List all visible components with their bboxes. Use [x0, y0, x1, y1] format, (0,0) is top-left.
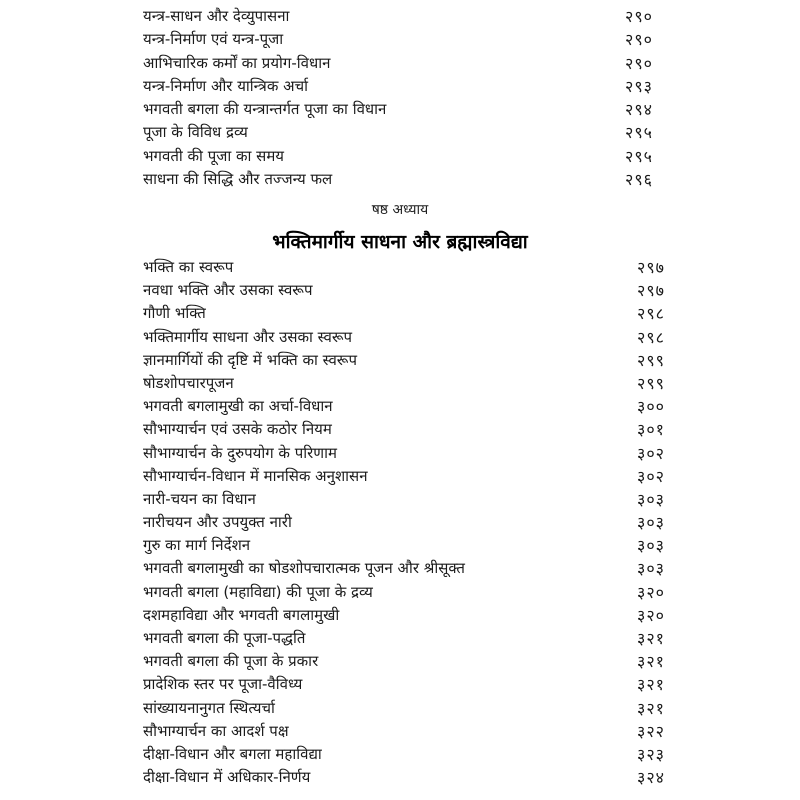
toc-entry-page: २९७: [637, 258, 665, 277]
toc-entry: [143, 511, 665, 534]
toc-entry: [143, 168, 653, 191]
toc-entry-title: भगवती बगला (महाविद्या) की पूजा के द्रव्य: [143, 582, 373, 601]
toc-entry: [143, 121, 653, 144]
toc-entry: [143, 98, 653, 121]
toc-entry-page: २९४: [625, 100, 653, 120]
toc-entry-title: पूजा के विविध द्रव्य: [143, 123, 248, 142]
toc-entry-page: २९९: [637, 373, 665, 393]
toc-entry: [143, 650, 665, 673]
toc-entry: [143, 279, 665, 302]
toc-list-chapter-six: [143, 256, 665, 789]
toc-entry-title: यन्त्र-निर्माण और यान्त्रिक अर्चा: [143, 76, 308, 95]
toc-entry-title: प्रादेशिक स्तर पर पूजा-वैविध्य: [143, 675, 303, 694]
toc-entry: [143, 720, 665, 743]
toc-entry-title: षोडशोपचारपूजन: [143, 373, 234, 392]
toc-entry-page: ३२०: [637, 582, 665, 602]
toc-list-previous-chapter: [143, 5, 653, 191]
toc-entry-page: २९०: [625, 30, 653, 50]
toc-entry-title: गुरु का मार्ग निर्देशन: [143, 536, 251, 555]
toc-entry-title: यन्त्र-निर्माण एवं यन्त्र-पूजा: [143, 30, 284, 49]
toc-entry: [143, 418, 665, 441]
toc-entry-title: नारी-चयन का विधान: [143, 489, 256, 508]
toc-entry-page: ३०३: [637, 559, 665, 579]
toc-entry-page: ३२२: [637, 721, 665, 741]
toc-entry-title: सौभाग्यार्चन का आदर्श पक्ष: [143, 721, 289, 740]
toc-entry-title: भगवती बगला की पूजा-पद्धति: [143, 629, 306, 647]
toc-entry: [143, 372, 665, 395]
toc-entry: [143, 697, 665, 720]
toc-entry-title: आभिचारिक कर्मों का प्रयोग-विधान: [143, 53, 331, 72]
toc-entry-title: भगवती बगला की यन्त्रान्तर्गत पूजा का विधान: [143, 100, 387, 119]
toc-entry-title: भगवती की पूजा का समय: [143, 146, 284, 165]
toc-entry-title: यन्त्र-साधन और देव्युपासना: [143, 7, 290, 25]
toc-entry-page: ३०३: [637, 536, 665, 556]
toc-entry: [143, 145, 653, 168]
toc-entry-page: २९५: [625, 146, 653, 166]
toc-entry-title: नारीचयन और उपयुक्त नारी: [143, 513, 292, 532]
toc-entry-page: ३२३: [637, 744, 665, 764]
toc-entry: [143, 395, 665, 418]
toc-entry: [143, 743, 665, 766]
toc-entry: [143, 488, 665, 511]
toc-entry: [143, 442, 665, 465]
toc-entry-title: साधना की सिद्धि और तज्जन्य फल: [143, 170, 333, 189]
toc-entry: [143, 349, 665, 372]
toc-entry-page: ३०३: [637, 489, 665, 509]
toc-entry-title: सांख्यायनानुगत स्थित्यर्चा: [143, 698, 275, 717]
toc-entry-page: २९७: [637, 281, 665, 301]
toc-entry-title: भगवती बगला की पूजा के प्रकार: [143, 652, 319, 671]
toc-entry: [143, 28, 653, 51]
toc-entry: [143, 326, 665, 349]
toc-entry-page: २९६: [625, 170, 653, 190]
toc-entry-page: ३२१: [637, 652, 665, 672]
toc-entry-title: सौभाग्यार्चन एवं उसके कठोर नियम: [143, 420, 332, 439]
toc-entry: [143, 673, 665, 696]
toc-entry-title: दीक्षा-विधान और बगला महाविद्या: [143, 744, 322, 763]
toc-entry: [143, 627, 665, 650]
toc-entry-title: भक्ति का स्वरूप: [143, 258, 234, 276]
toc-entry: [143, 604, 665, 627]
toc-entry-title: भगवती बगलामुखी का अर्चा-विधान: [143, 397, 333, 416]
toc-entry-title: भगवती बगलामुखी का षोडशोपचारात्मक पूजन और श्रीसूक्त: [143, 559, 465, 578]
toc-entry: [143, 256, 665, 279]
chapter-label: षष्ठ अध्याय: [371, 202, 429, 218]
toc-entry-title: दीक्षा-विधान में अधिकार-निर्णय: [143, 768, 311, 787]
toc-entry: [143, 766, 665, 789]
toc-entry-page: ३०२: [637, 466, 665, 486]
toc-entry-page: ३०३: [637, 513, 665, 533]
toc-entry-page: ३२१: [637, 698, 665, 718]
toc-entry-page: ३००: [637, 397, 665, 417]
toc-entry: [143, 52, 653, 75]
toc-entry: [143, 581, 665, 604]
toc-entry-title: गौणी भक्ति: [143, 304, 206, 323]
toc-entry: [143, 465, 665, 488]
toc-entry-page: २९९: [637, 350, 665, 370]
toc-entry-page: २९५: [625, 123, 653, 143]
toc-entry-page: २९०: [625, 53, 653, 73]
toc-entry-title: सौभाग्यार्चन-विधान में मानसिक अनुशासन: [143, 466, 368, 485]
toc-entry: [143, 534, 665, 557]
toc-entry-page: ३२०: [637, 605, 665, 625]
toc-entry: [143, 75, 653, 98]
toc-entry-title: दशमहाविद्या और भगवती बगलामुखी: [143, 605, 340, 624]
toc-entry-page: ३०२: [637, 443, 665, 463]
toc-entry: [143, 5, 653, 28]
toc-entry-page: २९८: [637, 304, 665, 324]
toc-entry-page: २९८: [637, 327, 665, 347]
toc-entry: [143, 557, 665, 580]
toc-entry-title: ज्ञानमार्गियों की दृष्टि में भक्ति का स्वरूप: [143, 350, 357, 369]
toc-entry-page: ३२४: [637, 768, 665, 788]
toc-entry-title: नवधा भक्ति और उसका स्वरूप: [143, 281, 313, 300]
toc-entry-page: ३०१: [637, 420, 665, 440]
toc-entry-page: ३२१: [637, 629, 665, 648]
toc-entry-title: सौभाग्यार्चन के दुरुपयोग के परिणाम: [143, 443, 337, 462]
chapter-title: भक्तिमार्गीय साधना और ब्रह्मास्त्रविद्या: [272, 231, 528, 253]
toc-entry: [143, 302, 665, 325]
toc-entry-page: ३२१: [637, 675, 665, 695]
toc-entry-page: २९३: [625, 76, 653, 96]
toc-entry-page: २९०: [625, 7, 653, 26]
toc-entry-title: भक्तिमार्गीय साधना और उसका स्वरूप: [143, 327, 353, 346]
